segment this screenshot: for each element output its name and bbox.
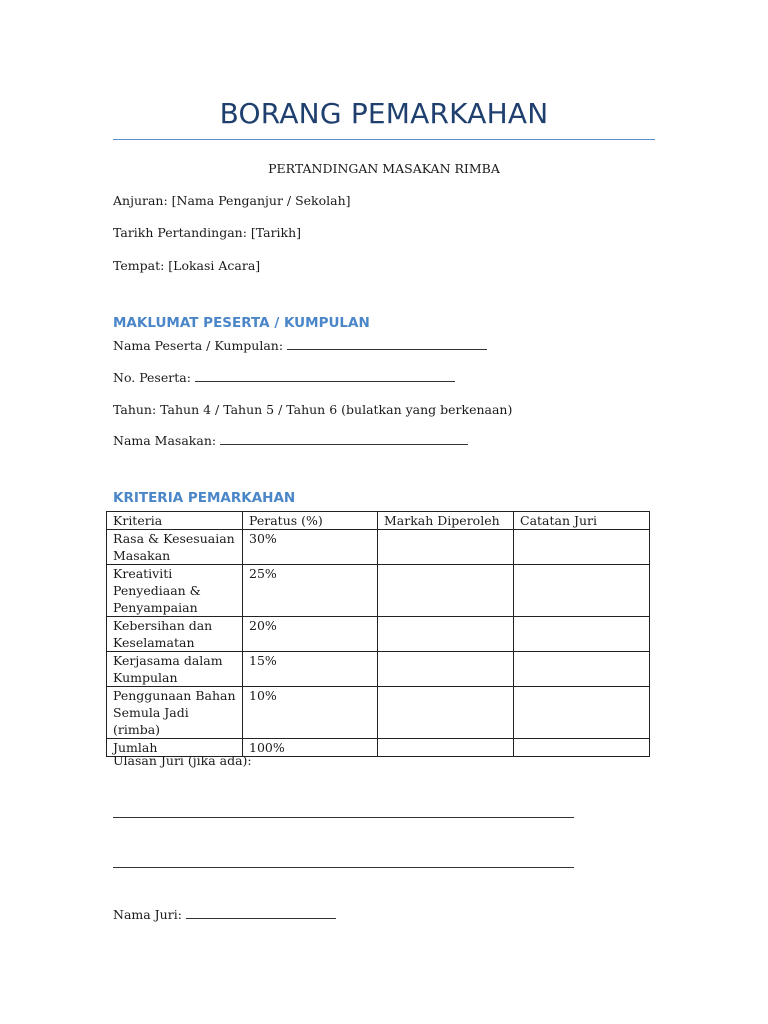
header-catatan: Catatan Juri <box>514 512 650 530</box>
peratus-cell: 10% <box>243 687 378 739</box>
title-underline <box>113 139 655 140</box>
nama-peserta-blank[interactable] <box>287 337 487 350</box>
document-subtitle: PERTANDINGAN MASAKAN RIMBA <box>268 161 500 176</box>
ulasan-blank-2[interactable] <box>113 867 574 868</box>
peserta-heading: MAKLUMAT PESERTA / KUMPULAN <box>113 315 370 331</box>
table-row <box>107 565 650 617</box>
nama-masakan-blank[interactable] <box>220 432 468 445</box>
table-row <box>107 687 650 739</box>
header-markah: Markah Diperoleh <box>378 512 514 530</box>
tarikh-line: Tarikh Pertandingan: [Tarikh] <box>113 225 302 240</box>
anjuran-line: Anjuran: [Nama Penganjur / Sekolah] <box>113 193 351 208</box>
markah-cell[interactable] <box>378 687 514 739</box>
no-peserta-label: No. Peserta: <box>113 370 191 385</box>
criteria-table <box>106 511 650 757</box>
tahun-line: Tahun: Tahun 4 / Tahun 5 / Tahun 6 (bulatkan yang berkenaan) <box>113 402 513 417</box>
header-kriteria: Kriteria <box>107 512 243 530</box>
nama-peserta-label: Nama Peserta / Kumpulan: <box>113 338 284 353</box>
ulasan-blank-1[interactable] <box>113 817 574 818</box>
no-peserta-row <box>113 369 455 387</box>
kriteria-cell: Penggunaan Bahan Semula Jadi (rimba) <box>107 687 243 739</box>
table-row <box>107 652 650 687</box>
markah-cell[interactable] <box>378 739 514 757</box>
kriteria-cell: Kerjasama dalam Kumpulan <box>107 652 243 687</box>
markah-cell[interactable] <box>378 530 514 565</box>
nama-juri-blank[interactable] <box>186 906 336 919</box>
peratus-cell: 30% <box>243 530 378 565</box>
kriteria-cell: Kebersihan dan Keselamatan <box>107 617 243 652</box>
markah-cell[interactable] <box>378 565 514 617</box>
table-header-row <box>107 512 650 530</box>
catatan-cell[interactable] <box>514 687 650 739</box>
table-row <box>107 530 650 565</box>
nama-juri-row <box>113 906 336 924</box>
no-peserta-blank[interactable] <box>195 369 455 382</box>
kriteria-heading: KRITERIA PEMARKAHAN <box>113 490 296 506</box>
markah-cell[interactable] <box>378 652 514 687</box>
nama-masakan-label: Nama Masakan: <box>113 433 217 448</box>
kriteria-cell: Jumlah <box>107 739 243 757</box>
tempat-line: Tempat: [Lokasi Acara] <box>113 258 261 273</box>
peratus-cell: 15% <box>243 652 378 687</box>
nama-masakan-row <box>113 432 468 450</box>
catatan-cell[interactable] <box>514 739 650 757</box>
kriteria-cell: Kreativiti Penyediaan & Penyampaian <box>107 565 243 617</box>
peratus-cell: 25% <box>243 565 378 617</box>
catatan-cell[interactable] <box>514 565 650 617</box>
ulasan-label: Ulasan Juri (jika ada): <box>113 753 252 768</box>
nama-juri-label: Nama Juri: <box>113 907 182 922</box>
document-title: BORANG PEMARKAHAN <box>219 97 549 130</box>
catatan-cell[interactable] <box>514 652 650 687</box>
kriteria-cell: Rasa & Kesesuaian Masakan <box>107 530 243 565</box>
nama-peserta-row <box>113 337 487 355</box>
peratus-cell: 100% <box>243 739 378 757</box>
markah-cell[interactable] <box>378 617 514 652</box>
header-peratus: Peratus (%) <box>243 512 378 530</box>
peratus-cell: 20% <box>243 617 378 652</box>
catatan-cell[interactable] <box>514 617 650 652</box>
table-row <box>107 617 650 652</box>
catatan-cell[interactable] <box>514 530 650 565</box>
